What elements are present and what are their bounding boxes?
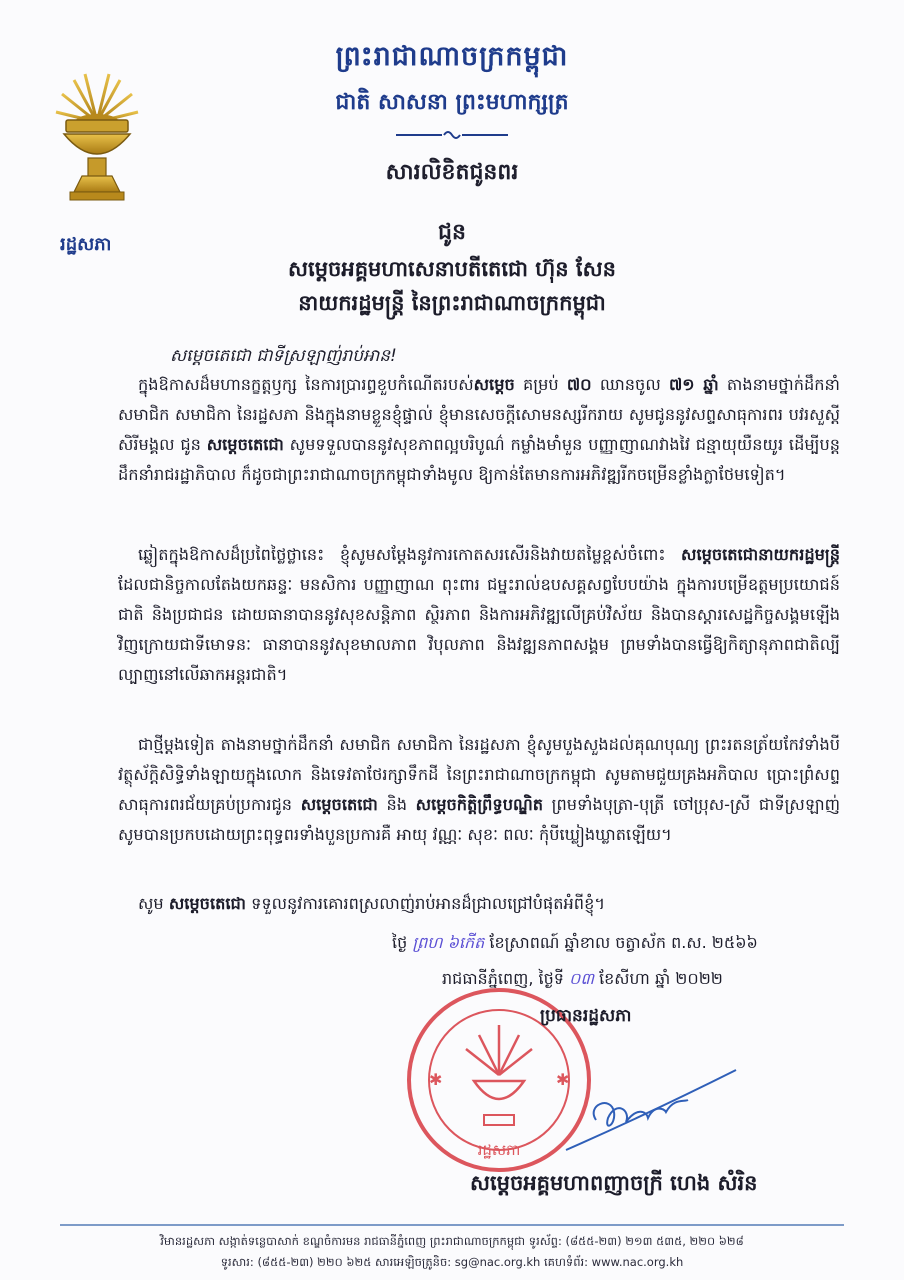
svg-text:✱: ✱ — [556, 1070, 570, 1089]
svg-text:✱: ✱ — [429, 1070, 443, 1089]
closing-sentence: សូម សម្តេចតេជោ ទទួលនូវការគោរពស្រលាញ់រាប់អានដ៏ជ្រាលជ្រៅបំផុតអំពីខ្ញុំ។ — [138, 894, 606, 913]
salutation: សម្តេចតេជោ ជាទីស្រឡាញ់រាប់អាន! — [170, 346, 397, 366]
ornament-divider-icon — [392, 128, 512, 142]
signatory-name: សម្តេចអគ្គមហាពញាចក្រី ហេង សំរិន — [470, 1171, 758, 1195]
footer-contact: ទូរសារ: (៨៥៥-២៣) ២២០ ៦២៥ សារអេឡិចត្រូនិច: sg@nac.org.kh គេហទំព័រ: www.nac.org.kh — [220, 1255, 684, 1269]
footer-divider — [60, 1224, 844, 1226]
senate-emblem-icon — [52, 62, 142, 222]
signature-icon — [556, 1050, 746, 1160]
lunar-date: ថ្ងៃ ព្រហ ៦កើត ខែស្រាពណ៍ ឆ្នាំខាល ចត្វាស័ក ព.ស. ២៥៦៦ — [392, 933, 758, 952]
recipient-label: ជូន — [438, 220, 466, 245]
signatory-title: ប្រធានរដ្ឋសភា — [540, 1006, 632, 1026]
document-title: សារលិខិតជូនពរ — [385, 160, 519, 185]
national-motto: ជាតិ សាសនា ព្រះមហាក្សត្រ — [335, 90, 569, 115]
emblem-caption: រដ្ឋសភា — [60, 234, 112, 255]
seal-label: រដ្ឋសភា — [477, 1141, 521, 1159]
recipient-name: សម្តេចអគ្គមហាសេនាបតីតេជោ ហ៊ុន សែន — [288, 257, 616, 281]
kingdom-heading: ព្រះរាជាណាចក្រកម្ពុជា — [335, 41, 569, 72]
recipient-title: នាយករដ្ឋមន្ត្រី នៃព្រះរាជាណាចក្រកម្ពុជា — [298, 291, 606, 315]
footer-address: វិមានរដ្ឋសភា សង្កាត់ទន្លេបាសាក់ ខណ្ឌចំការមន រាជធានីភ្នំពេញ ព្រះរាជាណាចក្រកម្ពុជា ទូរស័ព្ទ: (៨៥៥-២៣) ២១៣ ៥៣៥, ២២០ ៦២៨ — [160, 1234, 744, 1248]
paragraph-1: ក្នុងឱកាសដ៏មហានក្ខត្តឫក្ស នៃការប្រារព្ធខួបកំណើតរបស់សម្តេច គម្រប់ ៧០ ឈានចូល ៧១ ឆ្នាំ តាងនាមថ្នាក់ដឹកនាំ សមាជិក សមាជិកា នៃរដ្ឋសភា និងក្នុងនាមខ្លួនខ្ញុំផ្ទាល់ ខ្ញុំមានសេចក្តីសោមនស្សរីករាយ សូមជូននូវសព្ទសាធុការពរ បវរសួស្តី សិរីមង្គល ជូន សម្តេចតេជោ សូមទទួលបាននូវសុខភាពល្អបរិបូណ៌ កម្លាំងមាំមួន បញ្ញាញាណវាងវៃ ជន្មាយុយឺនយូរ ដើម្បីបន្តដឹកនាំរាជរដ្ឋាភិបាល ក៏ដូចជាព្រះរាជាណាចក្រកម្ពុជាទាំងមូល ឱ្យកាន់តែមានការអភិវឌ្ឍរីកចម្រើនខ្លាំងក្លាថែមទៀត។ — [118, 375, 840, 484]
place-and-date: រាជធានីភ្នំពេញ, ថ្ងៃទី ០៣ ខែសីហា ឆ្នាំ ២០២២ — [442, 969, 723, 988]
paragraph-3: ជាថ្មីម្តងទៀត តាងនាមថ្នាក់ដឹកនាំ សមាជិក សមាជិកា នៃរដ្ឋសភា ខ្ញុំសូមបួងសួងដល់គុណបុណ្យ ព្រះរតនត្រ័យកែវទាំងបី វត្ថុស័ក្តិសិទ្ធិទាំងឡាយក្នុងលោក និងទេវតាថែរក្សាទឹកដី នៃព្រះរាជាណាចក្រកម្ពុជា សូមតាមជួយគ្រងអភិបាល ប្រោះព្រំសព្ទសាធុការពរជ័យគ្រប់ប្រការជូន សម្តេចតេជោ និង សម្តេចកិត្តិព្រឹទ្ធបណ្ឌិត ព្រមទាំងបុត្រា-បុត្រី ចៅប្រុស-ស្រី ជាទីស្រឡាញ់ សូមបានប្រកបដោយព្រះពុទ្ធពរទាំងបួនប្រការគឺ អាយុ វណ្ណៈ សុខៈ ពលៈ កុំបីឃ្លៀងឃ្លាតឡើយ។ — [118, 735, 841, 844]
paragraph-2: ឆ្លៀតក្នុងឱកាសដ៏ប្រពៃថ្លៃថ្លានេះ ខ្ញុំសូមសម្តែងនូវការកោតសរសើរនិងវាយតម្លៃខ្ពស់ចំពោះ សម្តេចតេជោនាយករដ្ឋមន្ត្រី ដែលជានិច្ចកាលតែងយកឆន្ទៈ មនសិការ បញ្ញាញាណ ពុះពារ ជម្នះរាល់ឧបសគ្គសព្វបែបយ៉ាង ក្នុងការបម្រើឧត្តមប្រយោជន៍ជាតិ និងប្រជាជន ដោយធានាបាននូវសុខសន្តិភាព ស្ថិរភាព និងការអភិវឌ្ឍលើគ្រប់វិស័យ និងបានស្តារសេដ្ឋកិច្ចសង្គមឡើងវិញក្រោយជាទីមោទនៈ ធានាបាននូវសុខមាលភាព វិបុលភាព និងវឌ្ឍនភាពសង្គម ព្រមទាំងបានធ្វើឱ្យកិត្យានុភាពជាតិល្បីល្បាញនៅលើឆាកអន្តរជាតិ។ — [118, 545, 840, 684]
